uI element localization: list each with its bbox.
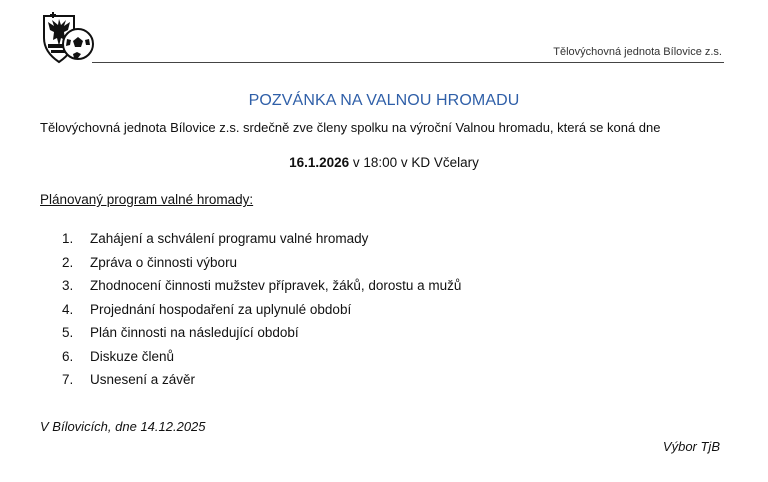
agenda-item-number: 6.: [62, 348, 74, 364]
agenda-item: [62, 301, 461, 325]
agenda-item-number: 3.: [62, 278, 74, 293]
agenda-item: [62, 324, 461, 348]
agenda-item-number: 7.: [62, 372, 74, 387]
meeting-datetime: [0, 155, 768, 170]
agenda-item-number: 1.: [62, 231, 74, 246]
signature: Výbor TjB: [662, 439, 720, 454]
agenda-item-number: 5.: [62, 325, 74, 340]
header-organization-name: Tělovýchovná jednota Bílovice z.s.: [553, 46, 722, 58]
agenda-item-number: 4.: [62, 301, 74, 317]
intro-paragraph: Tělovýchovná jednota Bílovice z.s. srdečně zve členy spolku na výroční Valnou hromadu, která se koná dne: [40, 120, 661, 135]
agenda-item-text: Diskuze členů: [90, 348, 175, 364]
meeting-time-place: v 18:00 v KD Včelary: [349, 155, 479, 170]
program-heading: Plánovaný program valné hromady:: [40, 192, 254, 207]
agenda-item: [62, 230, 461, 254]
club-crest-icon: [40, 12, 96, 68]
place-and-date: V Bílovicích, dne 14.12.2025: [40, 419, 206, 434]
agenda-item-text: Zpráva o činnosti výboru: [90, 254, 238, 270]
agenda-item-text: Zahájení a schválení programu valné hromady: [90, 231, 369, 246]
agenda-item-text: Usnesení a závěr: [90, 372, 196, 387]
agenda-item: [62, 254, 461, 278]
meeting-date: 16.1.2026: [289, 155, 350, 170]
agenda-item-text: Zhodnocení činnosti mužstev přípravek, žáků, dorostu a mužů: [90, 278, 462, 293]
agenda-item-text: Plán činnosti na následující období: [90, 325, 299, 340]
agenda-item-text: Projednání hospodaření za uplynulé období: [90, 301, 352, 317]
header-divider: [92, 62, 724, 63]
agenda-item: [62, 277, 461, 301]
document-title: POZVÁNKA NA VALNOU HROMADU: [248, 92, 520, 109]
agenda-list: [62, 230, 461, 395]
agenda-item: [62, 348, 461, 372]
agenda-item-number: 2.: [62, 254, 74, 270]
agenda-item: [62, 371, 461, 395]
